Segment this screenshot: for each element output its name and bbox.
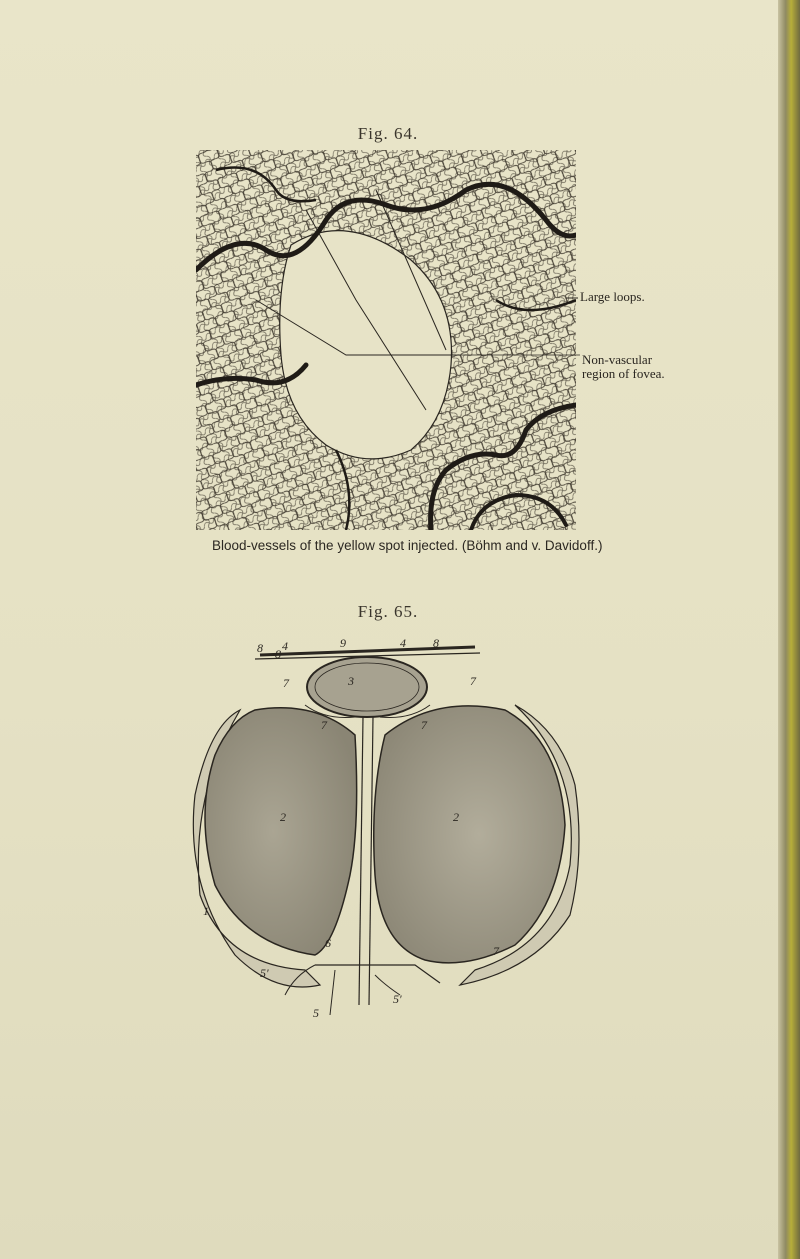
num-8a: 8	[257, 641, 263, 655]
num-8c: 8	[275, 647, 281, 661]
figure-65-title: Fig. 65.	[357, 602, 419, 621]
num-4a: 4	[282, 639, 288, 653]
num-5: 5	[313, 1006, 319, 1020]
label-non-vascular-region	[582, 353, 702, 381]
num-7c: 7	[321, 718, 327, 732]
num-7a: 7	[283, 676, 289, 690]
figure-64-vessel-illustration	[196, 150, 586, 535]
num-4b: 4	[400, 636, 406, 650]
num-7b: 7	[470, 674, 476, 688]
num-9: 9	[340, 636, 346, 650]
num-2b: 2	[453, 810, 459, 824]
figure-64-title: Fig. 64.	[357, 124, 419, 143]
num-1: 1	[203, 904, 209, 918]
num-7e: 7	[493, 944, 499, 958]
num-3: 3	[348, 674, 354, 688]
num-6: 6	[325, 936, 331, 950]
num-5b: 5'	[393, 992, 402, 1006]
book-binding-edge	[778, 0, 800, 1259]
label-large-loops: Large loops.	[580, 289, 645, 304]
num-2a: 2	[280, 810, 286, 824]
num-7d: 7	[421, 718, 427, 732]
num-8b: 8	[433, 636, 439, 650]
label-non-vascular-line1: Non-vascular	[582, 352, 653, 367]
num-5a: 5'	[260, 966, 269, 980]
figure-65-eye-section-illustration	[185, 625, 585, 1020]
figure-64-caption: Blood-vessels of the yellow spot injected. (Böhm and v. Davidoff.)	[212, 538, 603, 553]
label-non-vascular-line2: region of fovea.	[582, 366, 665, 381]
